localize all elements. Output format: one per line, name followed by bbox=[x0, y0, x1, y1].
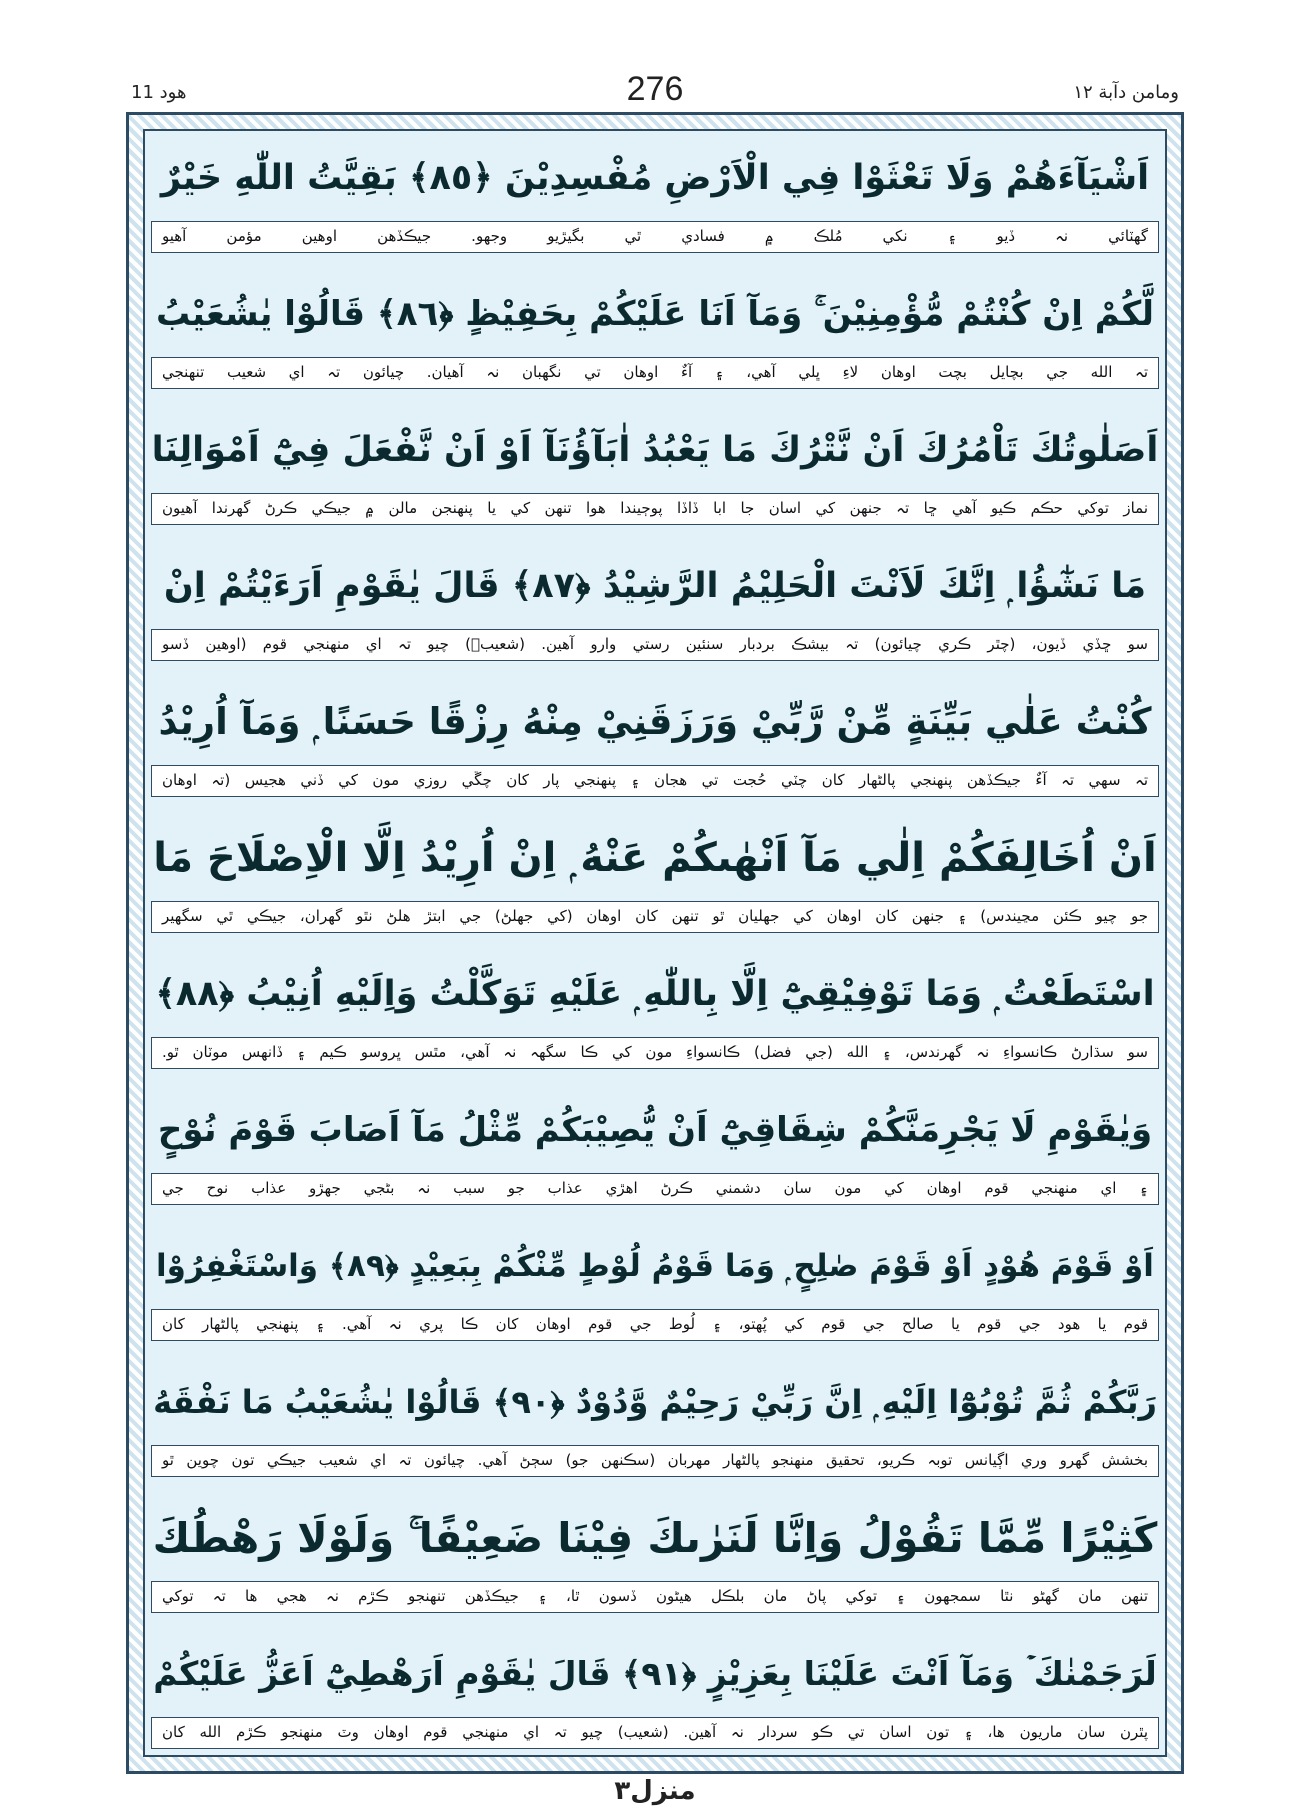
translation-line: پٿرن سان ماريون ها، ۽ تون اسان تي ڪو سردار نہ آهين. (شعيب) چيو تہ اي منهنجي قوم اوهان وٽ منهنجو ڪڙم الله کان bbox=[151, 1717, 1159, 1749]
arabic-line: كُنْتُ عَلٰي بَيِّنَةٍ مِّنْ رَّبِّيْ وَرَزَقَنِيْ مِنْهُ رِزْقًا حَسَنًا ۭ وَمَآ اُرِيْدُ bbox=[158, 700, 1152, 743]
surah-label: هود 11 bbox=[131, 82, 187, 103]
arabic-line: اَنْ اُخَالِفَكُمْ اِلٰي مَآ اَنْهٰىكُمْ عَنْهُ ۭ اِنْ اُرِيْدُ اِلَّا الْاِصْلَاحَ مَا bbox=[153, 835, 1157, 881]
juz-label: ومامن دآبة ١٢ bbox=[1073, 82, 1179, 103]
arabic-line: مَا نَشٰٓؤُا ۭ اِنَّكَ لَاَنْتَ الْحَلِيْمُ الرَّشِيْدُ ﴿٨٧﴾ قَالَ يٰقَوْمِ اَرَءَيْتُمْ اِنْ bbox=[163, 566, 1147, 606]
page-border-frame bbox=[126, 112, 1184, 1774]
arabic-line: وَيٰقَوْمِ لَا يَجْرِمَنَّكُمْ شِقَاقِيْٓ اَنْ يُّصِيْبَكُمْ مِّثْلُ مَآ اَصَابَ قَوْمَ نُوْحٍ bbox=[157, 1110, 1153, 1150]
arabic-line: اَشْيَآءَهُمْ وَلَا تَعْثَوْا فِي الْاَرْضِ مُفْسِدِيْنَ ﴿٨٥﴾ بَقِيَّتُ اللّٰهِ خَيْرٌ bbox=[160, 158, 1150, 198]
page-number: 276 bbox=[626, 70, 684, 108]
translation-line: جو چيو ڪئن مڃيندس) ۽ جنهن کان اوهان کي جهليان ٿو تنهن کان اوهان (کي جهلڻ) جي ابتڙ هلڻ نٿو گهران، جيڪي ٿي سگهير bbox=[151, 901, 1159, 933]
arabic-line: اسْتَطَعْتُ ۭ وَمَا تَوْفِيْقِيْٓ اِلَّا بِاللّٰهِ ۭ عَلَيْهِ تَوَكَّلْتُ وَاِلَيْهِ اُنِيْبُ ﴿٨٨﴾ bbox=[155, 974, 1155, 1014]
manzil-label: منزل٣ bbox=[614, 1776, 696, 1806]
translation-line: سو سڌارڻ ڪانسواءِ نہ گهرندس، ۽ الله (جي فضل) ڪانسواءِ مون کي ڪا سگهہ نہ آهي، مٿس ڀروسو ڪيم ۽ ڏانهس موٽان ٿو. bbox=[151, 1037, 1159, 1069]
translation-line: قوم يا هود جي قوم يا صالح جي قوم کي پُهتو، ۽ لُوط جي قوم اوهان کان ڪا پري نہ آهي. ۽ پنهنجي پالڻهار کان bbox=[151, 1309, 1159, 1341]
arabic-line: رَبَّكُمْ ثُمَّ تُوْبُوْٓا اِلَيْهِ ۭ اِنَّ رَبِّيْ رَحِيْمٌ وَّدُوْدٌ ﴿٩٠﴾ قَالُوْا يٰشُعَيْبُ مَا نَفْقَهُ bbox=[153, 1383, 1157, 1421]
translation-line: گهٽائي نہ ڏيو ۽ نکي مُلڪ ۾ فسادي ٿي بگيڙيو وجهو. جيڪڏهن اوهين مؤمن آهيو bbox=[151, 221, 1159, 253]
translation-line: تنهن مان گهڻو نٿا سمجهون ۽ توکي پاڻ مان بلڪل هيڻون ڏسون ٿا، ۽ جيڪڏهن تنهنجو ڪڙم نہ هجي ها تہ توکي bbox=[151, 1581, 1159, 1613]
arabic-line: لَّكُمْ اِنْ كُنْتُمْ مُّؤْمِنِيْنَ ۚ وَمَآ اَنَا عَلَيْكُمْ بِحَفِيْظٍ ﴿٨٦﴾ قَالُوْا يٰشُعَيْبُ bbox=[156, 294, 1154, 334]
text-panel bbox=[143, 129, 1167, 1757]
page-header bbox=[125, 70, 1185, 110]
translation-line: تہ الله جي بچايل بچت اوهان لاءِ ڀلي آهي، ۽ آءٌ اوهان تي نگهبان نہ آهيان. چيائون تہ اي شعيب تنهنجي bbox=[151, 357, 1159, 389]
translation-line: سو ڇڏي ڏيون، (چٿر ڪري چيائون) تہ بيشڪ بردبار سنئين رستي وارو آهين. (شعيبؑ) چيو تہ اي منهنجي قوم (اوهين ڏسو bbox=[151, 629, 1159, 661]
arabic-line: اَصَلٰوتُكَ تَاْمُرُكَ اَنْ نَّتْرُكَ مَا يَعْبُدُ اٰبَآؤُنَآ اَوْ اَنْ نَّفْعَلَ فِيْٓ اَمْوَالِنَا bbox=[151, 430, 1159, 470]
translation-line: ۽ اي منهنجي قوم اوهان کي مون سان دشمني ڪرڻ اهڙي عذاب جو سبب نہ بڻجي جهڙو عذاب نوح جي bbox=[151, 1173, 1159, 1205]
translation-line: تہ سهي تہ آءٌ جيڪڏهن پنهنجي پالڻهار کان چٽي حُجت تي هجان ۽ پنهنجي پار کان چڱي روزي مون کي ڏني هجيس (تہ اوهان bbox=[151, 765, 1159, 797]
arabic-line: اَوْ قَوْمَ هُوْدٍ اَوْ قَوْمَ صٰلِحٍ ۭ وَمَا قَوْمُ لُوْطٍ مِّنْكُمْ بِبَعِيْدٍ ﴿٨٩﴾ وَاسْتَغْفِرُوْا bbox=[156, 1248, 1154, 1284]
translation-line: نماز توکي حڪم ڪيو آهي ڇا تہ جنهن کي اسان جا ابا ڏاڏا پوڄيندا هوا تنهن کي يا پنهنجن مالن ۾ جيڪي ڪرڻ گهرندا آهيون bbox=[151, 493, 1159, 525]
arabic-line: لَرَجَمْنٰكَ ۡ وَمَآ اَنْتَ عَلَيْنَا بِعَزِيْزٍ ﴿٩١﴾ قَالَ يٰقَوْمِ اَرَهْطِيْٓ اَعَزُّ عَلَيْكُمْ bbox=[153, 1654, 1157, 1693]
arabic-line: كَثِيْرًا مِّمَّا تَقُوْلُ وَاِنَّا لَنَرٰىكَ فِيْنَا ضَعِيْفًا ۚ وَلَوْلَا رَهْطُكَ bbox=[152, 1514, 1158, 1562]
translation-line: بخشش گهرو وري اڳيانس توبہ ڪريو، تحقيق منهنجو پالڻهار مهربان (سڪنهن جو) سڄڻ آهي. چيائون تہ اي شعيب جيڪي تون چوين ٿو bbox=[151, 1445, 1159, 1477]
